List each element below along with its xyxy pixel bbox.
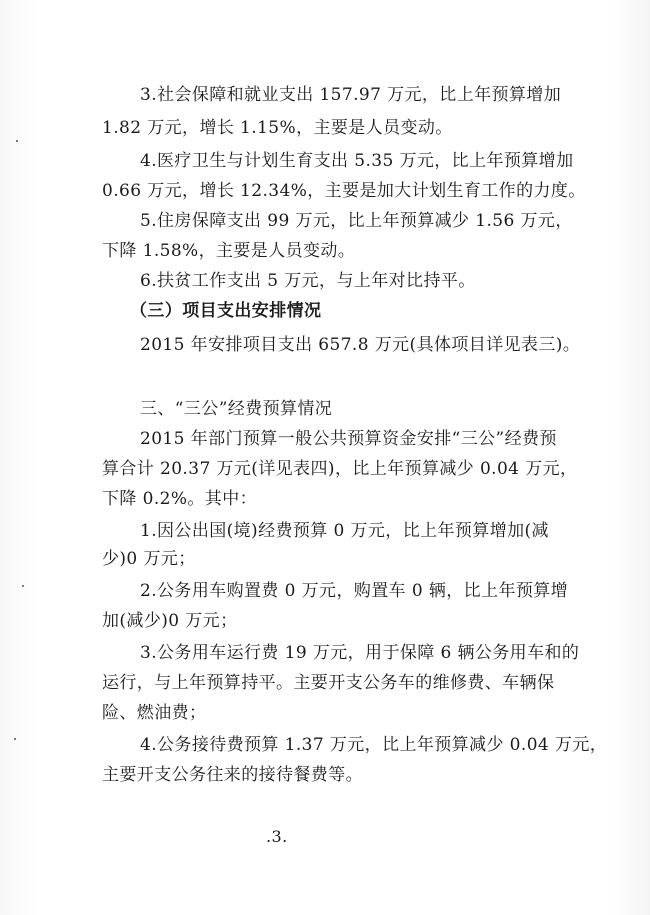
para-poverty: 6.扶贫工作支出 5 万元，与上年对比持平。 (140, 271, 476, 291)
scan-speck (22, 585, 24, 587)
para-housing: 5.住房保障支出 99 万元，比上年预算减少 1.56 万元， (140, 211, 573, 231)
item-reception: 4.公务接待费预算 1.37 万元，比上年预算减少 0.04 万元， (140, 735, 608, 755)
para-three-public-cont2: 下降 0.2%。其中： (102, 489, 257, 509)
para-three-public-cont1: 算合计 20.37 万元(详见表四)，比上年预算减少 0.04 万元， (102, 459, 578, 479)
item-vehicle-operation-cont1: 运行，与上年预算持平。主要开支公务车的维修费、车辆保 (102, 673, 555, 693)
item-abroad-cont: 少)0 万元； (102, 549, 196, 569)
item-reception-cont: 主要开支公务往来的接待餐费等。 (102, 765, 363, 785)
para-project-expenditure: 2015 年安排项目支出 657.8 万元(具体项目详见表三)。 (140, 335, 581, 355)
para-housing-cont: 下降 1.58%，主要是人员变动。 (102, 241, 356, 261)
item-vehicle-purchase-cont: 加(减少)0 万元； (102, 611, 238, 631)
section-heading-three-public: 三、“三公”经费预算情况 (140, 399, 333, 419)
item-vehicle-operation: 3.公务用车运行费 19 万元，用于保障 6 辆公务用车和的 (140, 643, 580, 663)
para-social-security: 3.社会保障和就业支出 157.97 万元，比上年预算增加 (140, 85, 562, 105)
para-three-public: 2015 年部门预算一般公共预算资金安排“三公”经费预 (140, 429, 557, 449)
scan-speck (14, 738, 16, 740)
item-vehicle-operation-cont2: 险、燃油费； (102, 703, 207, 723)
para-health-cont: 0.66 万元，增长 12.34%，主要是加大计划生育工作的力度。 (102, 181, 586, 201)
item-vehicle-purchase: 2.公务用车购置费 0 万元，购置车 0 辆，比上年预算增 (140, 581, 569, 601)
item-abroad: 1.因公出国(境)经费预算 0 万元，比上年预算增加(减 (140, 521, 549, 541)
page-number: .3. (266, 827, 288, 846)
para-social-security-cont: 1.82 万元，增长 1.15%，主要是人员变动。 (102, 118, 453, 138)
section-heading-project-expenditure: （三）项目支出安排情况 (130, 301, 322, 321)
para-health: 4.医疗卫生与计划生育支出 5.35 万元，比上年预算增加 (140, 151, 574, 171)
scan-speck (16, 140, 18, 142)
